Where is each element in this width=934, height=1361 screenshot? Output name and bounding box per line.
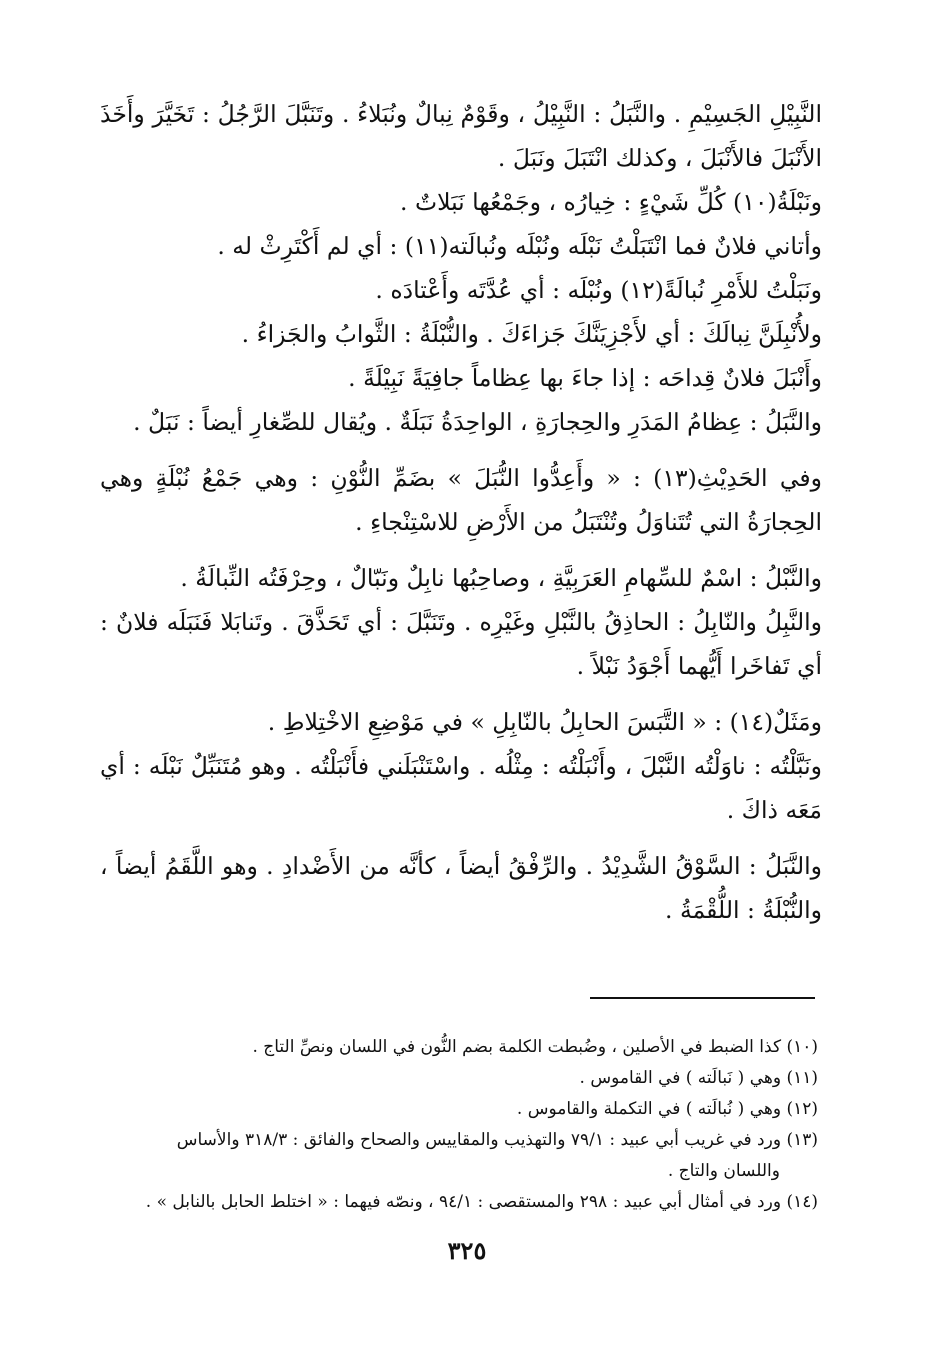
paragraph: والنَّبَلُ : عِظامُ المَدَرِ والحِجارَةِ ، الواحِدَةُ نَبَلَةٌ . ويُقال للصِّغارِ أيضاً : نَبَلٌ . — [133, 408, 822, 436]
footnote: (١٢) وهي ( نُبالَته ) في التكملة والقاموس . — [516, 1099, 818, 1119]
footnote-divider — [590, 997, 815, 999]
paragraph: وفي الحَدِيْثِ(١٣) : « وأَعِدُّوا النُّبَلَ » بضَمِّ النُّوْنِ : وهي جَمْعُ نُبْلَةٍ وهي الحِجارَةُ التي تُتَناوَلُ وتُنْتَبَلُ من الأَرْضِ للاسْتِنْجاءِ . — [100, 464, 822, 536]
paragraph: وأتاني فلانٌ فما انْتَبَلْتُ نَبْلَه ونُبْلَه ونُبالَته(١١) : أي لم أَكْتَرِثْ له . — [217, 232, 822, 260]
footnote: (١١) وهي ( نَبالَته ) في القاموس . — [579, 1068, 818, 1088]
paragraph: والنَّبَلُ : السَّوْقُ الشَّدِيْدُ . والرِّفْقُ أيضاً ، كأنَّه من الأَضْدادِ . وهو اللَّقَمُ أيضاً ، والنُّبْلَةُ : اللُّقْمَةُ . — [100, 852, 822, 924]
footnotes — [88, 1032, 818, 1218]
footnote-continuation: واللسان والتاج . — [667, 1161, 780, 1181]
main-text — [100, 92, 822, 944]
paragraph: وأَنْبَلَ فلانٌ قِداحَه : إذا جاءَ بها عِظاماً جافِيَةً نَبِيْلَةً . — [348, 364, 822, 392]
paragraph: ونَبَّلْتُه : ناوَلْتُه النَّبْلَ ، وأَنْبَلْتُه : مِثْلُه . واسْتَنْبَلَني فأَنْبَلْتُه . وهو مُتَنَبِّلٌ نَبْلَه : أي مَعَه ذاكَ . — [100, 752, 822, 824]
footnote: (١٣) ورد في غريب أبي عبيد : ٧٩/١ والتهذيب والمقاييس والصحاح والفائق : ٣١٨/٣ والأساس — [176, 1130, 818, 1150]
paragraph: النَّبِيْلِ الجَسِيْمِ . والنَّبَلُ : النَّبِيْلُ ، وقَوْمٌ نِبالٌ ونُبَلاءُ . وتَنَبَّلَ الرَّجُلُ : تَخَيَّرَ وأَخَذَ الأَنْبَلَ فالأَنْبَلَ ، وكذلك انْتَبَلَ ونَبَلَ . — [100, 100, 822, 172]
paragraph: ولأُنْبِلَنَّ نِبالَكَ : أي لأَجْزِيَنَّكَ جَزاءَكَ . والنُّبْلَةُ : الثَّوابُ والجَزاءُ . — [241, 320, 822, 348]
page-number: ٣٢٥ — [447, 1236, 487, 1265]
paragraph: ونَبَلْتُ للأَمْرِ نُبالَةً(١٢) ونُبْلَه : أي عُدَّتَه وأَعْتادَه . — [375, 276, 822, 304]
paragraph: ونَبْلَةُ(١٠) كُلِّ شَيْءٍ : خِيارُه ، وجَمْعُها نَبَلاتٌ . — [400, 188, 822, 216]
footnote: (١٤) ورد في أمثال أبي عبيد : ٢٩٨ والمستقصى : ٩٤/١ ، ونصّه فيهما : « اختلط الحابل بالنابل » . — [145, 1192, 818, 1212]
paragraph: والنَّبِلُ والنّابِلُ : الحاذِقُ بالنَّبْلِ وغَيْرِه . وتَنَبَّلَ : أي تَحَذَّقَ . وتَنابَلا فَنَبَلَه فلانٌ : أي تَفاخَرا أَيُّهما أَجْوَدُ نَبْلاً . — [100, 608, 822, 680]
paragraph: والنَّبْلُ : اسْمٌ للسِّهامِ العَرَبِيَّةِ ، وصاحِبُها نابِلٌ ونَبّالٌ ، وحِرْفَتُه النِّبالَةُ . — [180, 564, 822, 592]
footnote: (١٠) كذا الضبط في الأصلين ، وضُبطت الكلمة بضم النُّون في اللسان ونصِّ التاج . — [252, 1037, 818, 1057]
paragraph: ومَثَلٌ(١٤) : « التَّبَسَ الحابِلُ بالنّابِلِ » في مَوْضِعِ الاخْتِلاطِ . — [267, 708, 822, 736]
